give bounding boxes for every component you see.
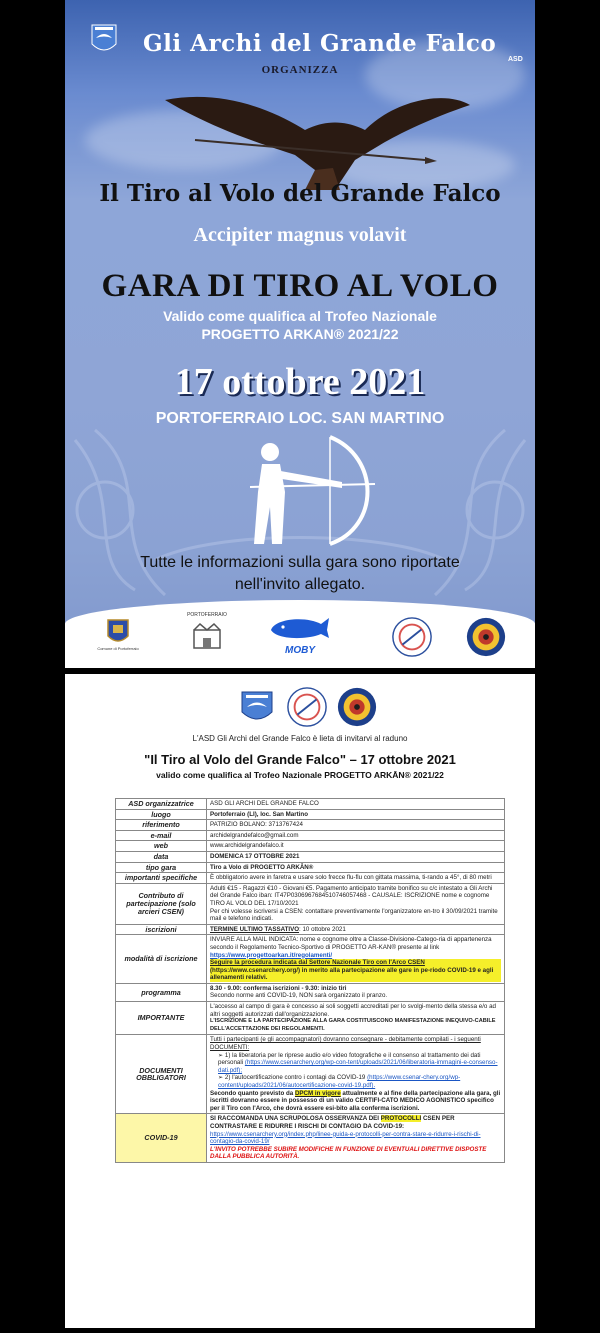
progetto-arkan-logo: [465, 616, 507, 663]
table-row: [116, 820, 505, 831]
row-key: data: [116, 851, 207, 862]
row-value: È obbligatorio avere in faretra e usare solo frecce flu-flu con gittata massima, ti-rando a 45°, di 80 metri: [207, 873, 505, 884]
portoferraio-label: PORTOFERRAIO: [187, 612, 227, 618]
doc-intro: L'ASD Gli Archi del Grande Falco è lieta di invitarvi al raduno: [192, 734, 408, 743]
doc-logos: [240, 686, 380, 730]
club-name: Gli Archi del Grande Falco: [143, 30, 497, 57]
organizza-label: ORGANIZZA: [261, 64, 339, 76]
row-value: Tiro a Volo di PROGETTO ARKĀN®: [207, 862, 505, 873]
table-row: [116, 924, 505, 935]
regolamenti-link[interactable]: https://www.progettoarkan.it/regolamenti/: [210, 951, 333, 959]
covid-rest: CSEN PER CONTRASTARE E RIDURRE I RISCHI DI CONTAGIO DA COVID-19:: [210, 1115, 455, 1130]
event-poster: [65, 0, 535, 668]
table-row: [116, 799, 505, 810]
info-line-1: Tutte le informazioni sulla gara sono riportate: [140, 554, 460, 571]
row-value: ASD GLI ARCHI DEL GRANDE FALCO: [207, 799, 505, 810]
csen-archery-icon: [391, 616, 433, 658]
portoferraio-fort-icon: [185, 614, 229, 658]
protocolli-highlight: PROTOCOLLI: [380, 1115, 422, 1123]
email-link[interactable]: archidelgrandefalco@gmail.com: [207, 830, 505, 841]
club-suffix: ASD: [508, 56, 523, 63]
row-key: Contributo di partecipazione (solo arcieri CSEN): [116, 883, 207, 924]
certificato-medico-note: [210, 1090, 501, 1113]
info-note: [65, 552, 535, 596]
qualifica-text: Valido come qualifica al Trofeo Nazionale: [163, 308, 437, 324]
documenti-item-1-text: 1) la liberatoria per le riprese audio e/o video fotografiche e il consenso al trattamento dei dati personali: [218, 1051, 481, 1067]
modalita-text: INVIARE ALLA MAIL INDICATA: nome e cognome oltre a Classe-Divisione-Catego-ria di appartenenza secondo il Regolamento Tecnico-Sportivo di PROGETTO AR-KAN® presente al link: [210, 936, 492, 951]
programma-note: Secondo norme anti COVID-19, NON sarà organizzato il pranzo.: [210, 992, 388, 1000]
covid-lead: SI RACCOMANDA UNA SCRUPOLOSA OSSERVANZA DEI: [210, 1115, 380, 1123]
covid-recommendation: [210, 1115, 501, 1130]
club-crest-icon: [240, 690, 274, 726]
comune-crest-icon: [106, 618, 130, 646]
row-value: PATRIZIO BOLANO: 3713767424: [207, 820, 505, 831]
doc-subtitle: valido come qualifica al Trofeo Nazionale PROGETTO ARKĀN® 2021/22: [156, 770, 444, 780]
programma-times: 8.30 - 9.00: conferma iscrizioni - 9.30: inizio tiri: [210, 984, 347, 992]
table-row: [116, 809, 505, 820]
event-name: Il Tiro al Volo del Grande Falco: [99, 180, 501, 207]
comune-logo: [93, 618, 143, 651]
row-key: riferimento: [116, 820, 207, 831]
table-row: [116, 873, 505, 884]
row-value: [207, 924, 505, 935]
archer-icon: [230, 432, 380, 547]
autocertificazione-link[interactable]: (https://www.csenar-chery.org/wp-content/uploads/2021/06/autocertificazione-covid-19.pdf).: [218, 1074, 461, 1089]
documenti-intro: Tutti i partecipanti (e gli accompagnatori) dovranno consegnare - debitamente compilati - i seguenti DOCUMENTI:: [210, 1036, 481, 1052]
row-key: web: [116, 841, 207, 852]
eagle-illustration: [155, 60, 475, 190]
table-row: [116, 883, 505, 924]
row-key: tipo gara: [116, 862, 207, 873]
event-location: PORTOFERRAIO LOC. SAN MARTINO: [155, 410, 445, 427]
table-row: [116, 841, 505, 852]
row-value: [207, 883, 505, 924]
event-date: 17 ottobre 2021: [174, 361, 426, 403]
row-key: DOCUMENTI OBBLIGATORI: [116, 1035, 207, 1114]
importante-note: L'ISCRIZIONE E LA PARTECIPAZIONE ALLA GARA COSTITUISCONO MANIFESTAZIONE INEQUIVO-CABILE DELL'ACCETTAZIONE DEI REGOLAMENTI.: [210, 1018, 496, 1032]
row-key: programma: [116, 983, 207, 1001]
csen-procedure-highlight: Seguire la procedura indicata dal Settore Nazionale Tiro con l'Arco CSEN: [210, 959, 501, 967]
importante-text: L'accesso al campo di gara è concesso ai soli soggetti accreditati per lo svolgi-mento della stessa e/o ad altri soggetti autorizzati dall'organizzazione.: [210, 1003, 496, 1018]
trofeo-text: PROGETTO ARKAN® 2021/22: [201, 326, 399, 342]
liberatoria-link[interactable]: (https://www.csenarchery.org/wp-con-tent/uploads/2021/06/liberatoria-immagini-e-consenso-dati.pdf);: [218, 1059, 498, 1074]
table-row: [116, 830, 505, 841]
covid-key: COVID-19: [116, 1114, 207, 1163]
table-row: [116, 1114, 505, 1163]
row-key: ASD organizzatrice: [116, 799, 207, 810]
progetto-arkan-icon: [465, 616, 507, 658]
csen-archery-icon: [286, 686, 328, 728]
web-link[interactable]: www.archidelgrandefalco.it: [207, 841, 505, 852]
row-key: modalità di iscrizione: [116, 935, 207, 984]
moby-label: MOBY: [285, 645, 315, 656]
comune-label: Comune di Portoferraio: [97, 646, 139, 651]
row-value: [207, 935, 505, 984]
note-lead: Secondo quanto previsto da: [210, 1089, 294, 1097]
csen-link[interactable]: (https://www.csenarchery.org/) in merito alla partecipazione alle gare in pe-riodo COVID-19 e agli allenamenti relativi.: [210, 967, 501, 982]
row-value: DOMENICA 17 OTTOBRE 2021: [207, 851, 505, 862]
sponsor-bar: [65, 600, 535, 668]
table-row: [116, 1002, 505, 1035]
row-value: Portoferraio (LI), loc. San Martino: [207, 809, 505, 820]
club-crest-icon: [91, 24, 117, 56]
contributo-note: Per chi volesse iscriversi a CSEN: contattare preventivamente l'organizzatore en-tro il 30/09/2021 tramite mail e telefono indicati.: [210, 907, 498, 923]
info-line-2: nell'invito allegato.: [234, 576, 366, 593]
row-key: e-mail: [116, 830, 207, 841]
headline: GARA DI TIRO AL VOLO: [101, 268, 499, 304]
row-value: [207, 1002, 505, 1035]
row-key: IMPORTANTE: [116, 1002, 207, 1035]
table-row: [116, 1035, 505, 1114]
deadline-date: : 10 ottobre 2021: [299, 925, 346, 933]
invitation-document: [65, 674, 535, 1328]
row-value: [207, 983, 505, 1001]
event-motto: Accipiter magnus volavit: [193, 224, 407, 246]
documenti-item-2: ➢ 2) l'autocertificazione contro i contagi da COVID-19 (https://www.csenar-chery.org/wp-content/uploads/2021/06/autocertificazione-covid-19.pdf).: [218, 1074, 461, 1089]
progetto-arkan-icon: [336, 686, 378, 728]
moby-logo: [267, 616, 333, 656]
documenti-item-1: ➢ 1) la liberatoria per le riprese audio e/o video fotografiche e il consenso al trattamento dei dati personali (https://www.csenarchery.org/wp-con-tent/uploads/2021/06/liberatoria-immagini-e-consenso-dati.pdf);: [218, 1051, 498, 1074]
table-row: [116, 862, 505, 873]
contributo-text: Adulti €15 - Ragazzi €10 - Giovani €5. Pagamento anticipato tramite bonifico su c/c intestato a Gli Archi del Grande Falco iban: IT47P0306967684510746057468 - CAUSALE: ISCRIZIONE nome e cognome TIRO AL VOLO DEL 17/10/2021: [210, 884, 493, 907]
documenti-item-2-text: 2) l'autocertificazione contro i contagi da COVID-19: [224, 1074, 366, 1082]
moby-whale-icon: [267, 616, 333, 640]
table-row: [116, 935, 505, 984]
table-row: [116, 983, 505, 1001]
deadline-label: TERMINE ULTIMO TASSATIVO: [210, 925, 300, 933]
portoferraio-logo: [185, 614, 229, 663]
dpcm-highlight: DPCM in vigore: [294, 1089, 341, 1097]
covid-disclaimer: L'INVITO POTREBBE SUBIRE MODIFICHE IN FUNZIONE DI EVENTUALI DIRETTIVE DISPOSTE DALLA PUBBLICA AUTORITÀ.: [210, 1145, 487, 1161]
table-row: [116, 851, 505, 862]
doc-title: "Il Tiro al Volo del Grande Falco" – 17 ottobre 2021: [144, 752, 456, 767]
row-value: [207, 1035, 505, 1114]
row-value: [207, 1114, 505, 1163]
row-key: importanti specifiche: [116, 873, 207, 884]
note-rest: attualmente e al fine della partecipazione alla gara, gli iscritti dovranno essere in possesso di un valido CERTIFI-CATO MEDICO AGONISTICO specifico per il Tiro con l'Arco, che dovrà essere esi-bito alla conferma iscrizioni.: [210, 1089, 501, 1112]
row-key: iscrizioni: [116, 924, 207, 935]
covid-guidelines-link[interactable]: https://www.csenarchery.org/index.php/linee-guida-e-protocolli-per-contra-stare-e-ridurre-i-rischi-di-contagio-da-covid-19/: [210, 1130, 481, 1146]
row-key: luogo: [116, 809, 207, 820]
event-details-table: [115, 798, 505, 1163]
csen-archery-logo: [391, 616, 433, 663]
